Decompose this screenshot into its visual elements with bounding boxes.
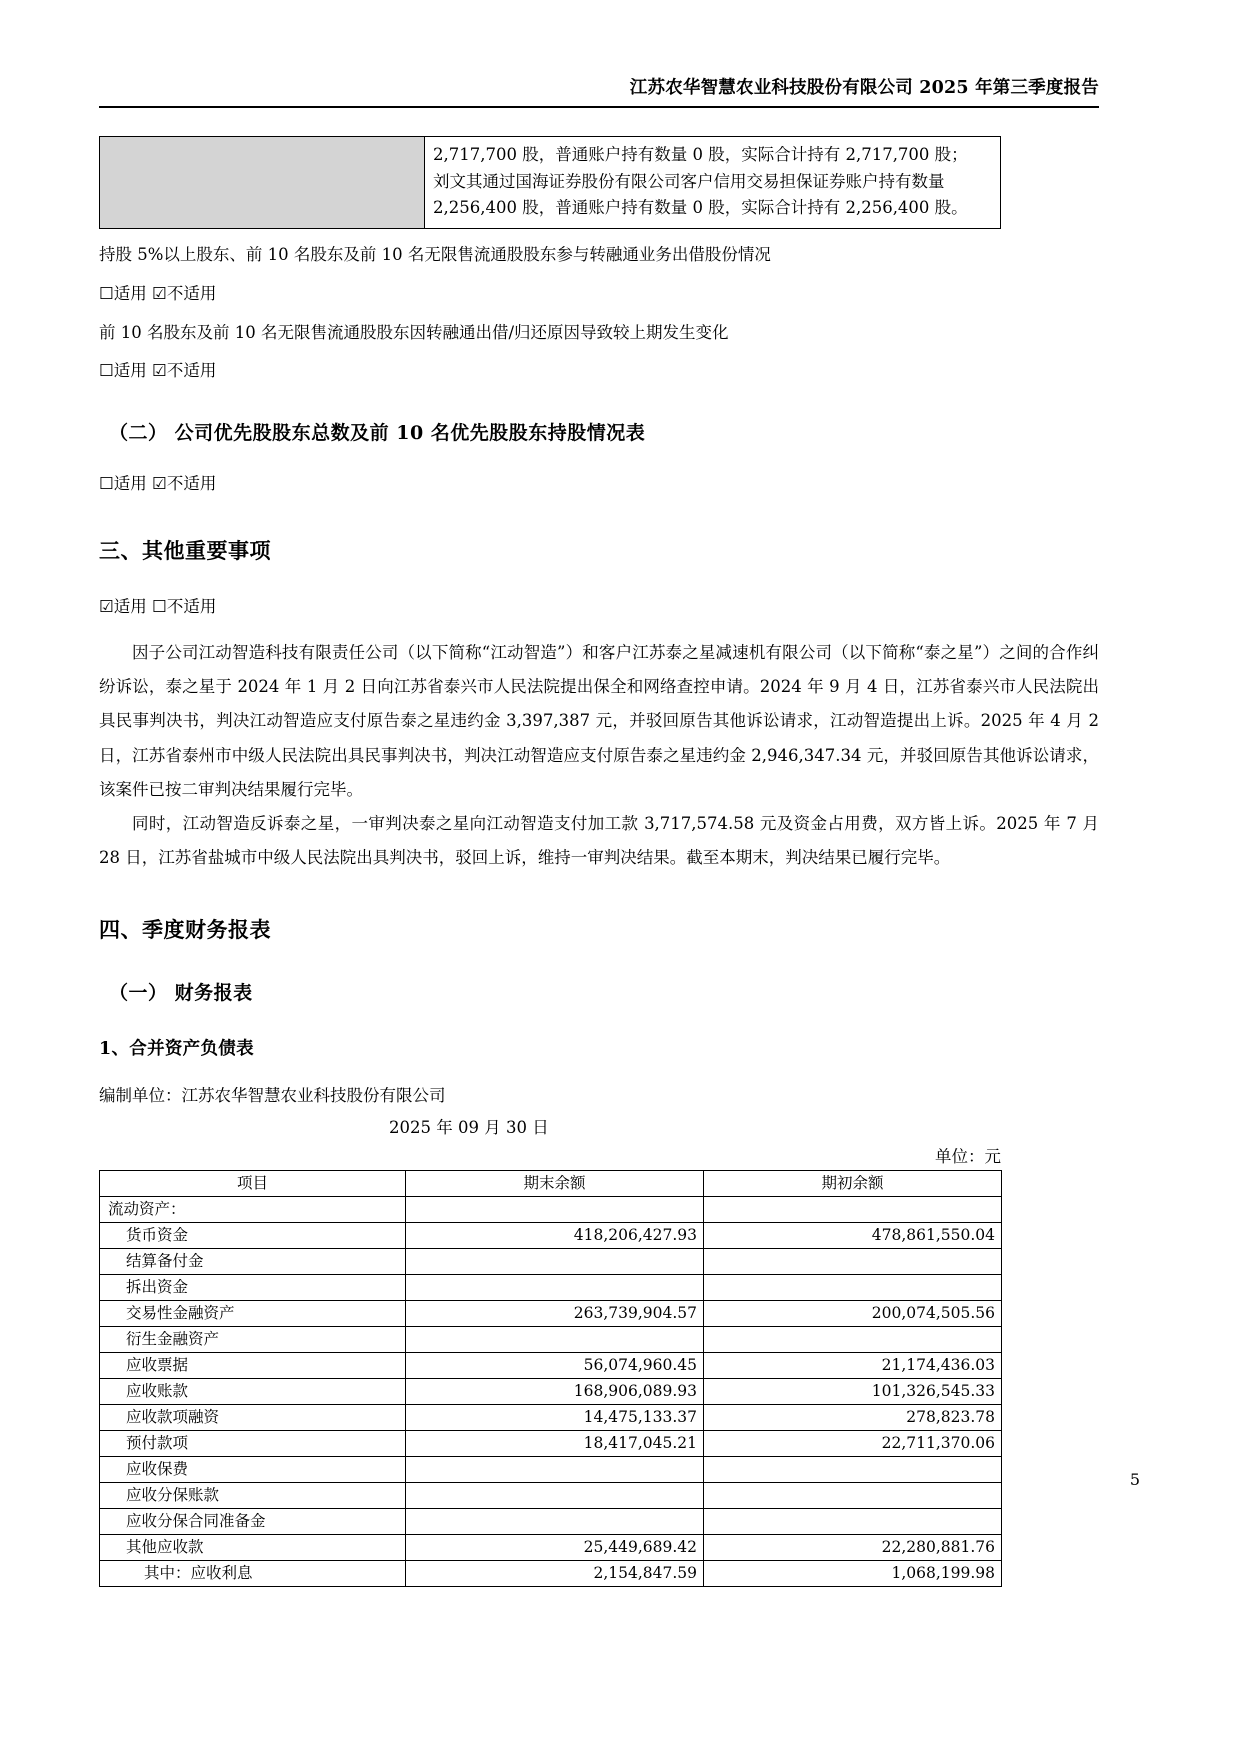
balance-sheet-ending-value (406, 1248, 704, 1274)
table-row (100, 1196, 1002, 1222)
balance-sheet-heading: 1、合并资产负债表 (99, 1038, 254, 1059)
column-header-ending: 期末余额 (406, 1170, 704, 1196)
table-row (100, 1534, 1002, 1560)
currency-unit: 单位：元 (935, 1146, 1001, 1166)
shareholder-detail-cell (425, 137, 1001, 229)
balance-sheet-beginning-value: 101,326,545.33 (704, 1378, 1002, 1404)
page-header: 江苏农华智慧农业科技股份有限公司 2025 年第三季度报告 (629, 78, 1099, 98)
header-divider (99, 106, 1099, 108)
preparer-line: 编制单位：江苏农华智慧农业科技股份有限公司 (99, 1085, 446, 1105)
balance-sheet-ending-value: 14,475,133.37 (406, 1404, 704, 1430)
table-row (100, 1404, 1002, 1430)
balance-sheet-beginning-value (704, 1456, 1002, 1482)
shaded-label-cell (100, 137, 425, 229)
balance-sheet-header-row (100, 1170, 1002, 1196)
balance-sheet-beginning-value: 21,174,436.03 (704, 1352, 1002, 1378)
table-row (100, 1222, 1002, 1248)
shareholder-continuation-table (99, 136, 1001, 229)
balance-sheet-item-label: 其他应收款 (100, 1534, 406, 1560)
table-row (100, 1508, 1002, 1534)
balance-sheet-item-label: 应收分保账款 (100, 1482, 406, 1508)
table-row (100, 1456, 1002, 1482)
table-row (100, 1300, 1002, 1326)
balance-sheet-item-label: 拆出资金 (100, 1274, 406, 1300)
table-row (100, 1378, 1002, 1404)
balance-sheet-ending-value: 18,417,045.21 (406, 1430, 704, 1456)
table-row (100, 1352, 1002, 1378)
balance-sheet-item-label: 应收保费 (100, 1456, 406, 1482)
page-content (99, 0, 1099, 1587)
preferred-shares-heading: （二） 公司优先股股东总数及前 10 名优先股股东持股情况表 (109, 422, 646, 445)
other-matters-heading: 三、其他重要事项 (99, 537, 271, 563)
lending-change-title: 前 10 名股东及前 10 名无限售流通股股东因转融通出借/归还原因导致较上期发生变化 (99, 322, 729, 342)
balance-sheet-item-label: 货币资金 (100, 1222, 406, 1248)
financial-statements-subheading: （一） 财务报表 (109, 981, 253, 1004)
detail-line-2: 刘文其通过国海证券股份有限公司客户信用交易担保证券账户持有数量 (433, 171, 945, 191)
balance-sheet-body (100, 1196, 1002, 1586)
lending-change-checkbox-line[interactable]: ☐适用 ☑不适用 (99, 361, 217, 381)
litigation-paragraph-1: 因子公司江动智造科技有限责任公司（以下简称“江动智造”）和客户江苏泰之星减速机有限公司（以下简称“泰之星”）之间的合作纠纷诉讼，泰之星于 2024 年 1 月 2 日向江苏省泰兴市人民法院提出保全和网络查控申请。2024 年 9 月 4 日，江苏省泰兴市人民法院出具民事判决书，判决江动智造应支付原告泰之星违约金 3,397,387 元，并驳回原告其他诉讼请求，江动智造提出上诉。2025 年 4 月 2 日，江苏省泰州市中级人民法院出具民事判决书，判决江动智造应支付原告泰之星违约金 2,946,347.34 元，并驳回原告其他诉讼请求，该案件已按二审判决结果履行完毕。 (99, 642, 1099, 799)
litigation-paragraph-2: 同时，江动智造反诉泰之星，一审判决泰之星向江动智造支付加工款 3,717,574.58 元及资金占用费，双方皆上诉。2025 年 7 月 28 日，江苏省盐城市中级人民法院出具判决书，驳回上诉，维持一审判决结果。截至本期末，判决结果已履行完毕。 (99, 814, 1099, 868)
column-header-beginning: 期初余额 (704, 1170, 1002, 1196)
balance-sheet-ending-value: 2,154,847.59 (406, 1560, 704, 1586)
column-header-item: 项目 (100, 1170, 406, 1196)
balance-sheet-item-label: 交易性金融资产 (100, 1300, 406, 1326)
table-row (100, 1430, 1002, 1456)
balance-sheet-item-label: 应收分保合同准备金 (100, 1508, 406, 1534)
securities-lending-title: 持股 5%以上股东、前 10 名股东及前 10 名无限售流通股股东参与转融通业务出借股份情况 (99, 245, 771, 265)
table-row (100, 1326, 1002, 1352)
balance-sheet-beginning-value (704, 1326, 1002, 1352)
balance-sheet-ending-value: 263,739,904.57 (406, 1300, 704, 1326)
table-row (100, 1482, 1002, 1508)
balance-sheet-item-label: 应收款项融资 (100, 1404, 406, 1430)
balance-sheet-table (99, 1170, 1002, 1587)
balance-sheet-beginning-value (704, 1508, 1002, 1534)
other-matters-checkbox-line[interactable]: ☑适用 ☐不适用 (99, 596, 217, 616)
balance-sheet-ending-value: 25,449,689.42 (406, 1534, 704, 1560)
balance-sheet-beginning-value: 278,823.78 (704, 1404, 1002, 1430)
balance-sheet-item-label: 衍生金融资产 (100, 1326, 406, 1352)
financial-statements-heading: 四、季度财务报表 (99, 916, 271, 942)
balance-sheet-beginning-value: 22,280,881.76 (704, 1534, 1002, 1560)
balance-sheet-beginning-value (704, 1196, 1002, 1222)
balance-sheet-item-label: 应收票据 (100, 1352, 406, 1378)
balance-sheet-ending-value (406, 1196, 704, 1222)
balance-sheet-item-label: 应收账款 (100, 1378, 406, 1404)
balance-sheet-item-label: 结算备付金 (100, 1248, 406, 1274)
balance-sheet-beginning-value: 478,861,550.04 (704, 1222, 1002, 1248)
balance-sheet-beginning-value: 1,068,199.98 (704, 1560, 1002, 1586)
report-date: 2025 年 09 月 30 日 (389, 1117, 549, 1137)
balance-sheet-item-label: 预付款项 (100, 1430, 406, 1456)
detail-line-1: 2,717,700 股，普通账户持有数量 0 股，实际合计持有 2,717,700 股； (433, 145, 968, 164)
balance-sheet-beginning-value (704, 1274, 1002, 1300)
balance-sheet-ending-value: 418,206,427.93 (406, 1222, 704, 1248)
balance-sheet-ending-value: 56,074,960.45 (406, 1352, 704, 1378)
balance-sheet-ending-value (406, 1482, 704, 1508)
preferred-shares-checkbox-line[interactable]: ☐适用 ☑不适用 (99, 474, 217, 494)
balance-sheet-beginning-value: 200,074,505.56 (704, 1300, 1002, 1326)
page-number: 5 (1129, 1470, 1140, 1489)
balance-sheet-item-label: 流动资产： (100, 1196, 406, 1222)
securities-lending-checkbox-line[interactable]: ☐适用 ☑不适用 (99, 283, 217, 303)
table-row (100, 1560, 1002, 1586)
balance-sheet-ending-value (406, 1456, 704, 1482)
balance-sheet-beginning-value: 22,711,370.06 (704, 1430, 1002, 1456)
balance-sheet-ending-value (406, 1508, 704, 1534)
balance-sheet-beginning-value (704, 1248, 1002, 1274)
detail-line-3: 2,256,400 股，普通账户持有数量 0 股，实际合计持有 2,256,400 股。 (433, 198, 968, 218)
table-row (100, 1274, 1002, 1300)
balance-sheet-ending-value (406, 1274, 704, 1300)
table-row (100, 1248, 1002, 1274)
balance-sheet-item-label: 其中：应收利息 (100, 1560, 406, 1586)
balance-sheet-beginning-value (704, 1482, 1002, 1508)
balance-sheet-ending-value: 168,906,089.93 (406, 1378, 704, 1404)
table-row (100, 137, 1001, 229)
balance-sheet-ending-value (406, 1326, 704, 1352)
